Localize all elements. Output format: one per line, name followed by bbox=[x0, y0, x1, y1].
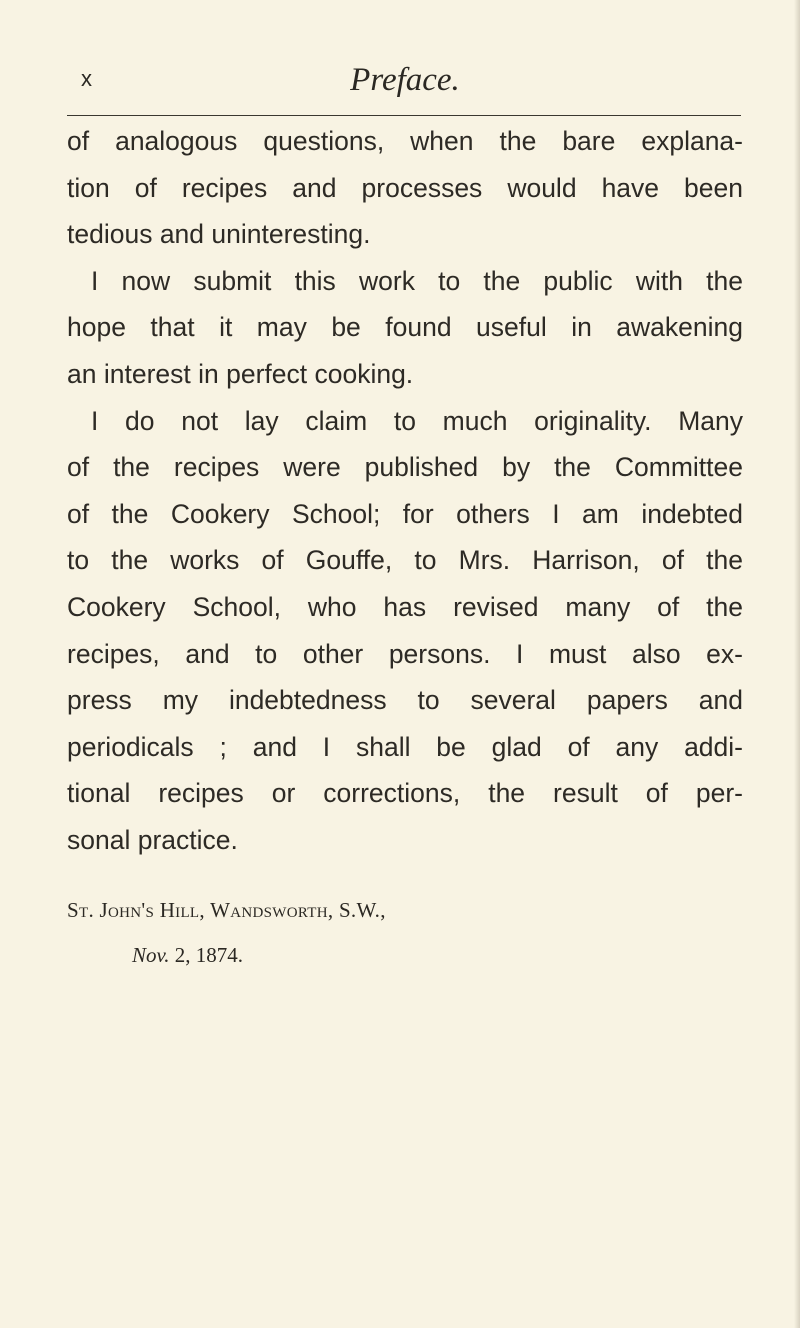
text-line: tional recipes or corrections, the result of per- bbox=[67, 778, 743, 809]
preface-body bbox=[67, 118, 743, 864]
signoff-place: St. John's Hill, Wandsworth, S.W., bbox=[67, 898, 386, 922]
text-line: of analogous questions, when the bare explana- bbox=[67, 126, 743, 156]
text-line: Cookery School, who has revised many of the bbox=[67, 591, 743, 622]
text-line: sonal practice. bbox=[67, 824, 238, 855]
page-number: x bbox=[81, 66, 93, 91]
signoff-date-month: Nov. bbox=[132, 943, 170, 967]
text-line: to the works of Gouffe, to Mrs. Harrison, of the bbox=[67, 545, 743, 576]
page-edge-shadow bbox=[794, 0, 800, 1328]
header-rule bbox=[67, 115, 741, 116]
text-line: recipes, and to other persons. I must also ex- bbox=[67, 638, 743, 669]
text-line: I now submit this work to the public with the bbox=[91, 265, 743, 296]
text-line: hope that it may be found useful in awakening bbox=[67, 312, 743, 343]
signoff bbox=[67, 898, 743, 968]
running-head bbox=[67, 62, 743, 102]
text-line: an interest in perfect cooking. bbox=[67, 358, 414, 389]
text-line: of the Cookery School; for others I am indebted bbox=[67, 498, 743, 529]
text-line: I do not lay claim to much originality. Many bbox=[91, 405, 743, 436]
text-line: periodicals ; and I shall be glad of any addi- bbox=[67, 731, 743, 762]
text-line: tion of recipes and processes would have been bbox=[67, 172, 743, 203]
signoff-date-rest: 2, 1874. bbox=[174, 943, 244, 967]
text-line: tedious and uninteresting. bbox=[67, 219, 371, 250]
text-line: of the recipes were published by the Committee bbox=[67, 452, 743, 483]
page-title: Preface. bbox=[350, 62, 460, 98]
text-line: press my indebtedness to several papers and bbox=[67, 685, 743, 716]
signoff-date bbox=[67, 943, 743, 968]
